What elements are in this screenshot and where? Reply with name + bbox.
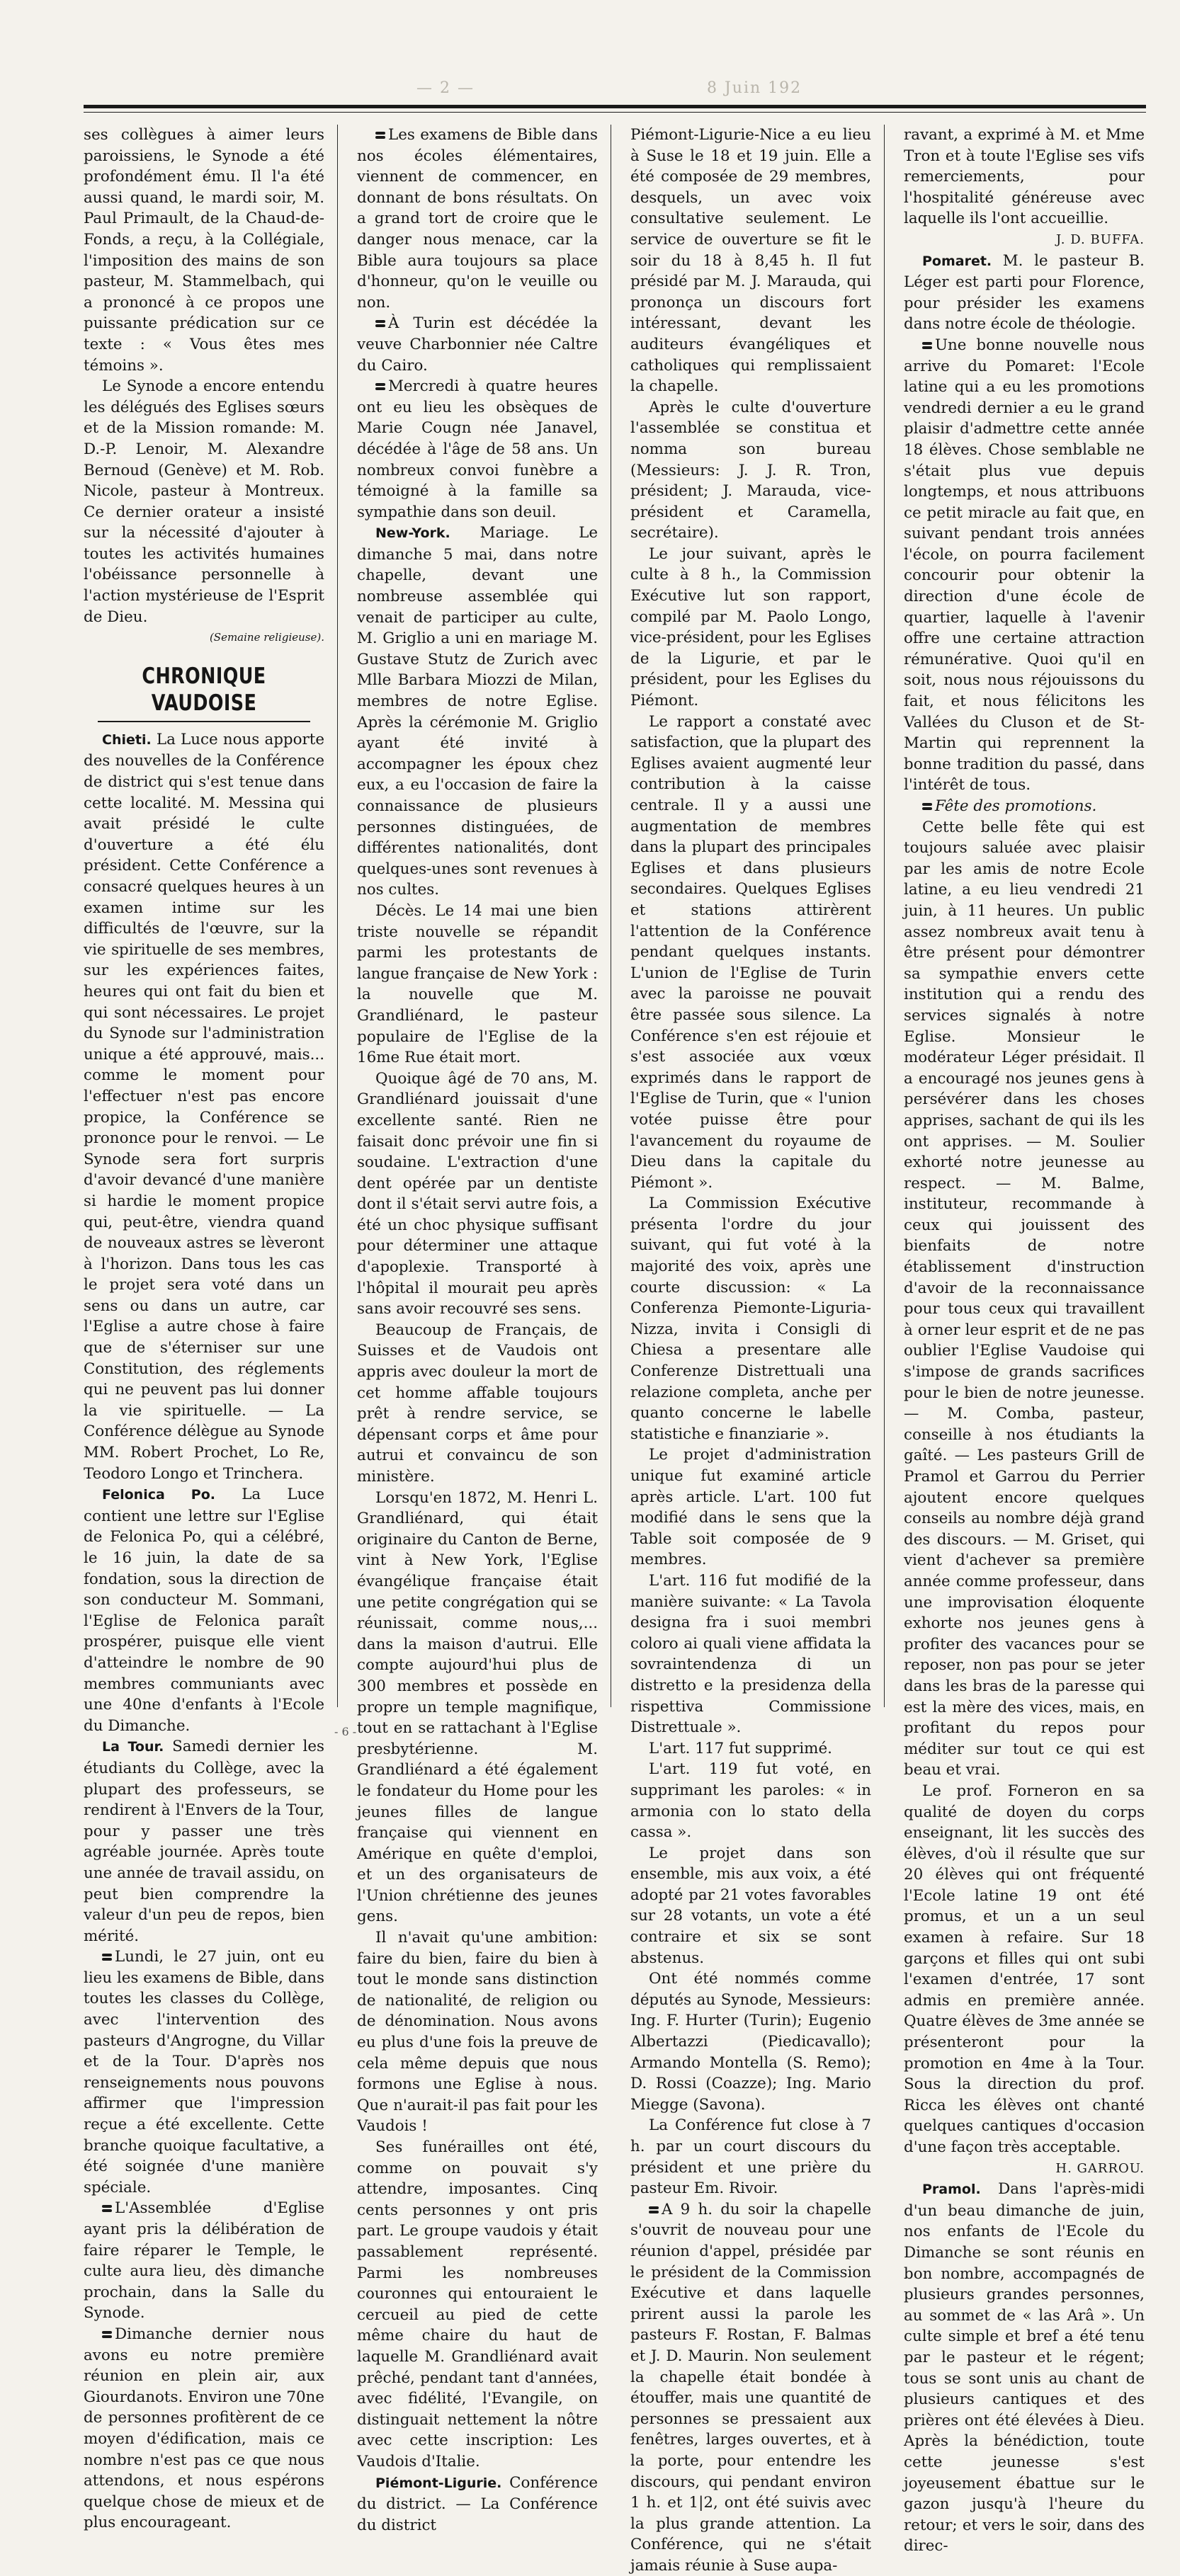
item-text: Une bonne nouvelle nous arrive du Pomaret: l'Ecole latine qui a eu les promotions vendredi dernier a eu le grand plaisir d'admettre cette année 18 élèves. Chose semblable ne s'était plus vue depuis longtemps, et nous attribuons ce petit miracle au fait que, en suivant pendant trois années l'école, on pourra facilement concourir pour obtenir la direction d'une école de quartier, laquelle à l'avenir offre une certaine attraction rémunérative. Quoi qu'il en soit, nous nous réjouissons du fait, et nous félicitons les Vallées du Cluson et de St-Martin qui reprennent la bonne tradition du passé, dans l'intérêt de tous. xyxy=(904,336,1145,794)
ornament-icon xyxy=(375,383,385,390)
section-title: CHRONIQUE VAUDOISE xyxy=(142,663,266,716)
news-item xyxy=(84,2324,324,2534)
item-text: Lundi, le 27 juin, ont eu lieu les examens de Bible, dans toutes les classes du Collège, avec l'intervention des pasteurs d'Angrogne, du Villar et de la Tour. D'après nos renseignements nous pouvons affirmer que l'impression reçue a été excellente. Cette branche quoique facultative, a été soignée d'une manière spéciale. xyxy=(84,1948,324,2196)
ornament-icon xyxy=(102,2331,112,2338)
source-credit: (Semaine religieuse). xyxy=(209,631,324,644)
paragraph: Piémont-Ligurie-Nice a eu lieu à Suse le 18 et 19 juin. Elle a été composée de 29 membres, desquels, un avec voix consultative seulement. Le service de ouverture se fit le soir du 18 à 8,45 h. Il fut présidé par M. J. Marauda, qui prononça un discours fort intéressant, devant les auditeurs évangéliques et catholiques qui remplissaient la chapelle. xyxy=(630,126,871,396)
bleed-through-fragment: — 2 — xyxy=(416,79,475,97)
column-4 xyxy=(904,125,1145,2555)
subheading: Fête des promotions. xyxy=(935,797,1097,815)
news-item xyxy=(84,1947,324,2198)
bleed-through-header xyxy=(84,79,1146,101)
place-heading: Chieti. xyxy=(102,731,152,748)
news-item xyxy=(904,2179,1145,2557)
news-item xyxy=(357,376,598,523)
column-2 xyxy=(357,125,598,2534)
paragraph: Le rapport a constaté avec satisfaction, que la plupart des Eglises avaient augmenté leur contribution à la caisse centrale. Il y a aussi une augmentation de membres dans la plupart des principales Eglises et dans plusieurs secondaires. Quelques Eglises et stations attirèrent l'attention de la Conférence pendant quelques instants. L'union de l'Eglise de Turin avec la paroisse ne pouvait être passée sous silence. La Conférence s'en est réjouie et s'est associée aux vœux exprimés dans le rapport de l'Eglise de Turin, que « l'union votée puisse être pour l'avancement du royaume de Dieu dans la capitale du Piémont ». xyxy=(630,712,871,1192)
ornament-icon xyxy=(102,1954,112,1961)
news-item xyxy=(904,796,1145,817)
paragraph: Le prof. Forneron en sa qualité de doyen du corps enseignant, lit les succès des élèves, d'où il résulte que sur 20 élèves qui ont fréquenté l'Ecole latine 19 ont été promus, et un a un seul examen à refaire. Sur 18 garçons et filles qui ont subi l'examen d'entrée, 17 sont admis en première année. Quatre élèves de 3me année se présenteront pour la promotion en 4me à la Tour. Sous la direction du prof. Ricca les élèves ont chanté quelques cantiques d'occasion d'une façon très acceptable. xyxy=(904,1782,1145,2156)
paragraph: Le Synode a encore entendu les délégués des Eglises sœurs et de la Mission romande: M. D.-P. Lenoir, M. Alexandre Bernoud (Genève) et M. Rob. Nicole, pasteur à Montreux. Ce dernier orateur a insisté sur la nécessité d'ajouter à toutes les activités humaines l'obéissance personnelle à l'action mystérieuse de l'Esprit de Dieu. xyxy=(84,377,324,626)
item-text: La Luce contient une lettre sur l'Eglise de Felonica Po, qui a célébré, le 16 juin, la date de sa fondation, sous la direction de son conducteur M. Sommani, l'Eglise de Felonica paraît prospérer, puisque elle vient d'atteindre le nombre de 90 membres communiants avec une 40ne d'enfants à l'Ecole du Dimanche. xyxy=(84,1486,324,1735)
ornament-icon xyxy=(649,2206,659,2213)
item-text: La Luce nous apporte des nouvelles de la Conférence de district qui s'est tenue dans cette localité. M. Messina qui avait présidé le culte d'ouverture a été élu président. Cette Conférence a consacré quelques heures à un examen intime sur les difficultés de l'œuvre, sur la vie spirituelle de ses membres, sur les expériences faites, heures qui ont fait du bien et qui sont nécessaires. Le projet du Synode sur l'administration unique a été approuvé, mais... comme le moment pour l'effectuer n'est pas encore propice, la Conférence se prononce pour le renvoi. — Le Synode sera fort surpris d'avoir devancé d'une manière si hardie le moment propice qui, peut-être, viendra quand de nouveaux astres se lèveront à l'horizon. Dans tous les cas le projet sera voté dans un sens ou dans un autre, car l'Eglise a autre chose à faire que de s'éterniser sur une Constitution, des réglements qui ne peuvent pas lui donner la vie spirituelle. — La Conférence délègue au Synode MM. Robert Prochet, Lo Re, Teodoro Longo et Trinchera. xyxy=(84,730,324,1483)
item-text: Conférence du district. — La Conférence du district xyxy=(357,2473,598,2534)
news-item xyxy=(357,125,598,313)
paragraph: Beaucoup de Français, de Suisses et de Vaudois ont appris avec douleur la mort de cet homme affable toujours prêt à rendre service, se dépensant corps et âme pour autrui et convaincu de son ministère. xyxy=(357,1321,598,1486)
place-heading: Felonica Po. xyxy=(102,1487,215,1503)
paragraph: Ses funérailles ont été, comme on pouvait s'y attendre, imposantes. Cinq cents personnes y ont pris part. Le groupe vaudois y était passablement représenté. Parmi les nombreuses couronnes qui entouraient le cercueil au pied de cette même chaire du haut de laquelle M. Grandliénard avait prêché, pendant tant d'années, avec fidélité, l'Evangile, on distinguait nettement la nôtre avec cette inscription: Les Vaudois d'Italie. xyxy=(357,2138,598,2470)
paragraph: La Conférence fut close à 7 h. par un court discours du président et une prière du pasteur Em. Rivoir. xyxy=(630,2116,871,2198)
paragraph: Ont été nommés comme députés au Synode, Messieurs: Ing. F. Hurter (Turin); Eugenio Albertazzi (Piedicavallo); Armando Montella (S. Remo); D. Rossi (Coazze); Ing. Mario Miegge (Savona). xyxy=(630,1970,871,2114)
news-item xyxy=(904,335,1145,796)
header-rule-thin xyxy=(84,112,1146,113)
author-signature: J. D. BUFFA. xyxy=(1055,232,1145,247)
place-heading: Pomaret. xyxy=(922,253,992,269)
news-item xyxy=(357,313,598,376)
place-heading: Piémont-Ligurie. xyxy=(375,2475,502,2491)
paragraph: Après le culte d'ouverture l'assemblée se constitua et nomma son bureau (Messieurs: J. J. R. Tron, président; J. Marauda, vice-président et Caramella, secrétaire). xyxy=(630,398,871,542)
item-text: M. le pasteur B. Léger est parti pour Florence, pour présider les examens dans notre école de théologie. xyxy=(904,251,1145,334)
paragraph: Le projet dans son ensemble, mis aux voix, a été adopté par 21 votes favorables sur 28 votants, un vote a été contraire et six se sont abstenus. xyxy=(630,1844,871,1967)
news-item xyxy=(630,2199,871,2576)
ornament-icon xyxy=(922,342,932,349)
news-item xyxy=(357,523,598,901)
item-text: Mercredi à quatre heures ont eu lieu les obsèques de Marie Cougn née Janavel, décédée à l'âge de 58 ans. Un nombreux convoi funèbre a témoigné à la famille sa sympathie dans son deuil. xyxy=(357,377,598,521)
bleed-through-fragment: 8 Juin 192 xyxy=(707,79,802,97)
paragraph: L'art. 116 fut modifié de la manière suivante: « La Tavola designa fra i suoi membri coloro ai quali viene affidata la sovraintendenza di un distretto e la presidenza della rispettiva Commissione Distrettuale ». xyxy=(630,1571,871,1737)
news-item xyxy=(904,251,1145,335)
news-item xyxy=(84,1484,324,1736)
ornament-icon xyxy=(375,320,385,327)
paragraph: ravant, a exprimé à M. et Mme Tron et à toute l'Eglise ses vifs remerciements, pour l'hospitalité généreuse avec laquelle ils l'ont accueillie. xyxy=(904,126,1145,228)
item-text: L'Assemblée d'Eglise ayant pris la délibération de faire réparer le Temple, le culte aura lieu, dès dimanche prochain, dans la Salle du Synode. xyxy=(84,2199,324,2323)
item-text: À Turin est décédée la veuve Charbonnier née Caltre du Cairo. xyxy=(357,314,598,375)
paragraph: Lorsqu'en 1872, M. Henri L. Grandliénard, qui était originaire du Canton de Berne, vint à New York, l'Eglise évangélique française était une petite congrégation qui se réunissait, comme nous,... dans la maison d'autrui. Elle compte aujourd'hui plus de 300 membres et possède en propre un temple magnifique, tout en se rattachant à l'Eglise presbytérienne. M. Grandliénard a été également le fondateur du Home pour les jeunes filles de langue française qui viennent en Amérique en quête d'emploi, et un des organisateurs de l'Union chrétienne des jeunes gens. xyxy=(357,1488,598,1926)
ornament-icon xyxy=(102,2205,112,2212)
article-columns xyxy=(84,125,1146,2575)
column-1 xyxy=(84,125,324,2532)
page-folio: - 6 - xyxy=(334,1725,357,1738)
place-heading: Pramol. xyxy=(922,2182,981,2198)
item-text: Dans l'après-midi d'un beau dimanche de juin, nos enfants de l'Ecole du Dimanche se sont réunis en bon nombre, accompagnés de plusieurs grandes personnes, au sommet de « las Arâ ». Un culte simple et bref a été tenu par le pasteur et le régent; tous se sont unis au chant de plusieurs cantiques et des prières ont été élevées à Dieu. Après la bénédiction, toute cette jeunesse s'est joyeusement ébattue sur le gazon jusqu'à l'heure du retour; et vers le soir, dans des direc- xyxy=(904,2180,1145,2555)
news-item xyxy=(84,2198,324,2324)
place-heading: New-York. xyxy=(375,525,450,542)
paragraph: Cette belle fête qui est toujours saluée avec plaisir par les amis de notre Ecole latine, a eu lieu vendredi 21 juin, à 11 heures. Un public assez nombreux avait tenu à être présent pour démontrer sa sympathie envers cette institution qui a rendu des services signalés à notre Eglise. Monsieur le modérateur Léger présidait. Il a encouragé nos jeunes gens à persévérer dans les choses apprises, sachant de qui ils les ont apprises. — M. Soulier exhorté notre jeunesse au respect. — M. Balme, instituteur, recommande à ceux qui jouissent des bienfaits de notre établissement d'instruction d'avoir de la reconnaissance pour tous ceux qui travaillent à orner leur esprit et de ne pas oublier l'Eglise Vaudoise qui s'impose de grands sacrifices pour le bien de notre jeunesse. — M. Comba, pasteur, conseille à nos étudiants la gaîté. — Les pasteurs Grill de Pramol et Garrou du Perrier ajoutent encore quelques conseils au nombre déjà grand des discours. — M. Griset, qui vient d'achever sa première année comme professeur, dans une improvisation éloquente exhorte nos jeunes gens à profiter des vacances pour se reposer, non pas pour se jeter dans les bras de la paresse qui est la mère des vices, mais, en profitant du repos pour méditer sur tout ce qui est beau et vrai. xyxy=(904,818,1145,1779)
header-rule xyxy=(84,105,1146,108)
paragraph: Le projet d'administration unique fut examiné article après article. L'art. 100 fut modifié dans le sens que la Table soit composée de 9 membres. xyxy=(630,1446,871,1569)
paragraph: Le jour suivant, après le culte à 8 h., la Commission Exécutive lut son rapport, compilé par M. Paolo Longo, vice-président, pour les Eglises de la Ligurie, et par le président, pour les Eglises du Piémont. xyxy=(630,545,871,710)
news-item xyxy=(84,729,324,1484)
item-text: Dimanche dernier nous avons eu notre première réunion en plein air, aux Giourdanots. Environ une 70ne de personnes profitèrent de ce moyen d'édification, mais ce nombre n'est pas ce que nous attendons, et nous espérons quelque chose de mieux et de plus encourageant. xyxy=(84,2325,324,2532)
item-text: Mariage. Le dimanche 5 mai, dans notre chapelle, devant une nombreuse assemblée qui venait de participer au culte, M. Griglio a uni en mariage M. Gustave Stutz de Zurich avec Mlle Barbara Miozzi de Milan, membres de notre Eglise. Après la cérémonie M. Griglio ayant été invité à accompagner les époux chez eux, a eu l'occasion de faire la connaissance de plusieurs personnes distinguées, de différentes nationalités, dont quelques-unes sont revenues à nos cultes. xyxy=(357,524,598,899)
place-heading: La Tour. xyxy=(102,1739,164,1755)
item-text: Les examens de Bible dans nos écoles élémentaires, viennent de commencer, en donnant de bons résultats. On a grand tort de croire que le danger nous menace, car la Bible aura toujours sa place d'honneur, qu'on le veuille ou non. xyxy=(357,126,598,312)
paragraph: La Commission Exécutive présenta l'ordre du jour suivant, qui fut voté à la majorité des voix, après une courte discussion: « La Conferenza Piemonte-Liguria-Nizza, invita i Consigli di Chiesa a presentare alle Conferenze Distrettuali una relazione completa, anche per quanto concerne le labelle statistiche e finanziarie ». xyxy=(630,1195,871,1443)
paragraph: Quoique âgé de 70 ans, M. Grandliénard jouissait d'une excellente santé. Rien ne faisait donc prévoir une fin si soudaine. L'extraction d'une dent opérée par un dentiste dont il s'était servi autre fois, a été un choc physique suffisant pour déterminer une attaque d'apoplexie. Transporté à l'hôpital il mourait peu après sans avoir recouvré ses sens. xyxy=(357,1069,598,1318)
paragraph: ses collègues à aimer leurs paroissiens, le Synode a été profondément ému. Il l'a été aussi quand, le mardi soir, M. Paul Primault, de la Chaud-de-Fonds, a reçu, à la Collégiale, l'imposition des mains de son pasteur, M. Stammelbach, qui a prononcé à ce propos une puissante prédication sur ce texte : « Vous êtes mes témoins ». xyxy=(84,126,324,375)
paragraph: L'art. 119 fut voté, en supprimant les paroles: « in armonia con lo stato della cassa ». xyxy=(630,1760,871,1842)
author-signature: H. GARROU. xyxy=(1055,2160,1145,2176)
paragraph: L'art. 117 fut supprimé. xyxy=(649,1739,832,1757)
news-item xyxy=(84,1736,324,1947)
ornament-icon xyxy=(922,803,932,810)
section-title-rule xyxy=(98,721,310,722)
paragraph: Il n'avait qu'une ambition: faire du bien, faire du bien à tout le monde sans distinction de nationalité, de religion ou de dénomination. Nous avons eu plus d'une fois la preuve de cela même depuis que nous formons une Eglise à nous. Que n'aurait-il pas fait pour les Vaudois ! xyxy=(357,1929,598,2136)
paragraph: Décès. Le 14 mai une bien triste nouvelle se répandit parmi les protestants de langue française de New York : la nouvelle que M. Grandliénard, le pasteur populaire de l'Eglise de la 16me Rue était mort. xyxy=(357,901,598,1067)
ornament-icon xyxy=(375,132,385,139)
column-3 xyxy=(630,125,871,2575)
item-text: Samedi dernier les étudiants du Collège, avec la plupart des professeurs, se rendirent à l'Envers de la Tour, pour y passer une très agréable journée. Après toute une année de travail assidu, on peut bien comprendre la valeur d'un peu de repos, bien mérité. xyxy=(84,1738,324,1945)
news-item xyxy=(357,2473,598,2536)
item-text: A 9 h. du soir la chapelle s'ouvrit de nouveau pour une réunion d'appel, présidée par le président de la Commission Exécutive et dans laquelle prirent aussi la parole les pasteurs F. Rostan, F. Balmas et J. D. Maurin. Non seulement la chapelle était bondée à étouffer, mais une quantité de personnes se pressaient aux fenêtres, larges ouvertes, et à la porte, pour entendre les discours, qui pendant environ 1 h. et 1|2, ont été suivis avec la plus grande attention. La Conférence, qui ne s'était jamais réunie à Suse aupa- xyxy=(630,2200,871,2575)
